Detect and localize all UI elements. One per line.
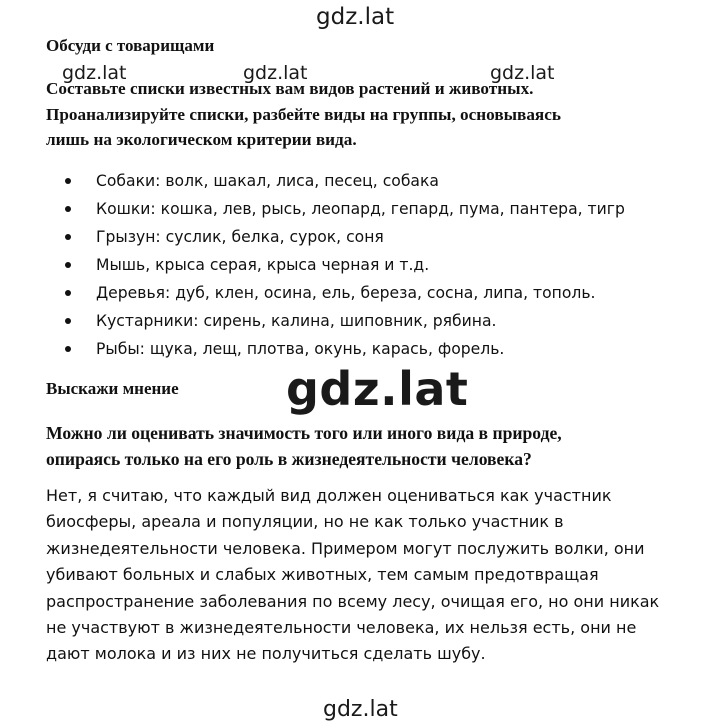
- task-line: Проанализируйте списки, разбейте виды на группы, основываясь: [46, 104, 561, 124]
- list-item-text: Кошки: кошка, лев, рысь, леопард, гепард, пума, пантера, тигр: [96, 200, 625, 218]
- bullet-icon: [65, 178, 71, 184]
- bullet-icon: [65, 262, 71, 268]
- bullet-icon: [65, 346, 71, 352]
- task-line: Составьте списки известных вам видов растений и животных.: [46, 79, 534, 98]
- list-item-text: Мышь, крыса серая, крыса черная и т.д.: [96, 256, 430, 274]
- list-item-text: Грызун: суслик, белка, сурок, соня: [96, 228, 384, 246]
- task-line: Можно ли оценивать значимость того или иного вида в природе,: [46, 423, 562, 443]
- list-item-text: Деревья: дуб, клен, осина, ель, береза, сосна, липа, тополь.: [96, 284, 596, 302]
- answer-line: жизнедеятельности человека. Примером могут послужить волки, они: [46, 538, 645, 558]
- task-line: лишь на экологическом критерии вида.: [46, 130, 357, 149]
- list-item: [92, 195, 625, 223]
- answer-line: распространение заболевания по всему лесу, очищая его, но они никак: [46, 591, 660, 611]
- task-line: опираясь только на его роль в жизнедеятельности человека?: [46, 449, 532, 469]
- list-item-text: Кустарники: сирень, калина, шиповник, рябина.: [96, 312, 497, 330]
- watermark-row-middle: gdz.lat: [243, 62, 308, 84]
- bullet-icon: [65, 290, 71, 296]
- list-item-text: Собаки: волк, шакал, лиса, песец, собака: [96, 172, 439, 190]
- task-statement-1: [46, 76, 561, 153]
- list-item: [92, 251, 625, 279]
- answer-line: биосферы, ареала и популяции, но не как только участник в: [46, 512, 564, 532]
- answer-paragraph: [46, 483, 659, 668]
- watermark-center: gdz.lat: [286, 362, 469, 416]
- bullet-icon: [65, 206, 71, 212]
- list-item: [92, 167, 625, 195]
- answer-line: убивают больных и слабых животных, тем самым предотвращая: [46, 565, 599, 585]
- watermark-row-right: gdz.lat: [490, 62, 555, 84]
- watermark-bottom: gdz.lat: [323, 697, 398, 722]
- section-heading-opinion: Выскажи мнение: [46, 379, 179, 398]
- task-statement-2: [46, 420, 562, 472]
- watermark-top: gdz.lat: [316, 4, 395, 30]
- answer-line: не участвуют в жизнедеятельности человека, их нельзя есть, они не: [46, 618, 637, 638]
- list-item-text: Рыбы: щука, лещ, плотва, окунь, карась, форель.: [96, 340, 505, 358]
- bullet-icon: [65, 234, 71, 240]
- bullet-icon: [65, 318, 71, 324]
- answer-line: Нет, я считаю, что каждый вид должен оцениваться как участник: [46, 486, 612, 505]
- list-item: [92, 279, 625, 307]
- answer-line: дают молока и из них не получиться сделать шубу.: [46, 644, 486, 664]
- list-item: [92, 223, 625, 251]
- section-heading-discuss: Обсуди с товарищами: [46, 36, 215, 55]
- list-item: [92, 307, 625, 335]
- watermark-row-left: gdz.lat: [62, 62, 127, 84]
- species-list: [92, 167, 625, 363]
- list-item: [92, 335, 625, 363]
